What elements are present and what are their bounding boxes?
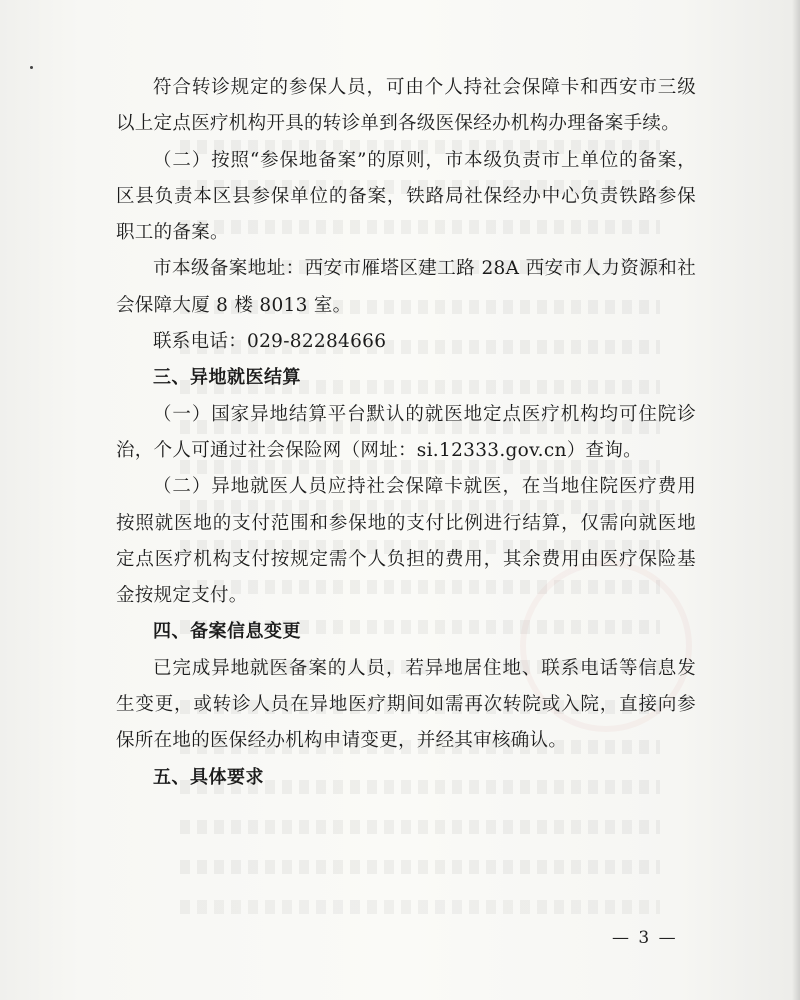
- paragraph-filing-address: 市本级备案地址：西安市雁塔区建工路 28A 西安市人力资源和社会保障大厦 8 楼 8013 室。: [116, 258, 696, 316]
- paragraph-settlement-platform: （一）国家异地结算平台默认的就医地定点医疗机构均可住院诊治，个人可通过社会保险网（网址：si.12333.gov.cn）查询。: [116, 403, 696, 461]
- document-body: [116, 70, 696, 796]
- section-heading-settlement: 三、异地就医结算: [153, 367, 301, 389]
- paragraph-contact-phone: 联系电话：029-82284666: [153, 331, 387, 353]
- section-heading-requirements: 五、具体要求: [153, 766, 264, 788]
- paragraph-info-change: 已完成异地就医备案的人员，若异地居住地、联系电话等信息发生变更，或转诊人员在异地医疗期间如需再次转院或入院，直接向参保所在地的医保经办机构申请变更，并经其审核确认。: [116, 657, 696, 752]
- section-heading-info-change: 四、备案信息变更: [153, 621, 301, 643]
- scan-shadow: [792, 0, 800, 1000]
- page-number: — 3 —: [612, 928, 678, 948]
- paragraph-transfer-filing: 符合转诊规定的参保人员，可由个人持社会保障卡和西安市三级以上定点医疗机构开具的转诊单到各级医保经办机构办理备案手续。: [116, 77, 696, 135]
- paragraph-filing-principle: （二）按照“参保地备案”的原则，市本级负责市上单位的备案，区县负责本区县参保单位的备案，铁路局社保经办中心负责铁路参保职工的备案。: [116, 149, 696, 244]
- scan-speck: [30, 66, 33, 69]
- paragraph-settlement-payment: （二）异地就医人员应持社会保障卡就医，在当地住院医疗费用按照就医地的支付范围和参保地的支付比例进行结算，仅需向就医地定点医疗机构支付按规定需个人负担的费用，其余费用由医疗保险基金按规定支付。: [116, 476, 696, 607]
